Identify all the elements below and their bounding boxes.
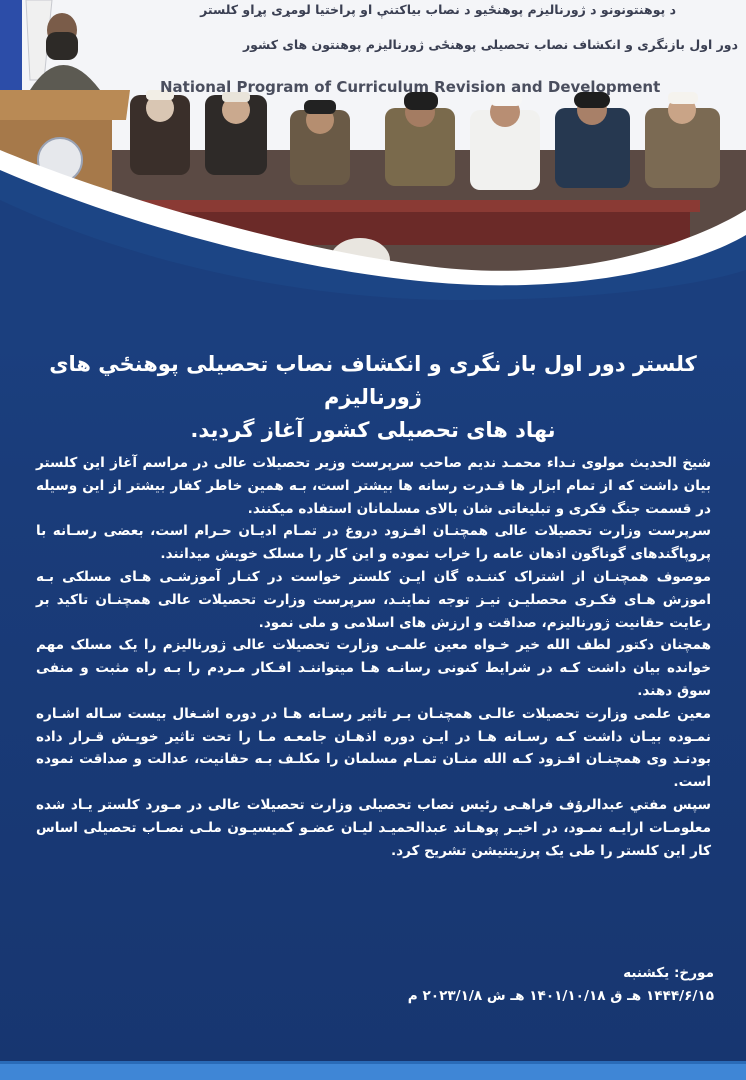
headline — [36, 348, 710, 447]
banner-line-3: National Program of Curriculum Revision and Development — [160, 78, 661, 96]
paragraph: سرپرست وزارت تحصیلات عالی همچنـان افـزود دروغ در تمـام ادیـان حـرام است، بعضی رسـانه با پروپاگندهای گوناگون اذهان عامه را خراب نموده و این کار را مسلک خویش میدانند. — [36, 523, 711, 563]
article-body — [36, 452, 711, 862]
paragraph: معین علمی وزارت تحصیلات عالـی همچنـان بـر تاثیر رسـانه هـا در دوره اشـغال بیست سـاله اشـاره نمـوده بیـان داشت کـه رسـانه هـا در ایـن دوره اذهـان جامعـه مـا را تحت تاثیر خویـش قـرار داده بودنـد وی همچنـان افـزود کـه الله منـان تمـام مسلمان را مکلـف بـه حقانیت، عدالت و صداقت نموده است. — [36, 705, 711, 791]
paragraph: شیخ الحدیث مولوی نـداء محمـد ندیم صاحب سرپرست وزیر تحصیلات عالی در مراسم آغاز این کلستر بیان داشت که از تمام ابزار ها قـدرت رسانه ها بیشتر است، بـه همین خاطر کفار بیشتر از این وسیله در قسمت جنگ فکری و تبلیغاتی شان بالای مسلمانان استفاده میکنند. — [36, 455, 711, 517]
paragraph: سپس مفتي عبدالرؤف فراهـی رئیس نصاب تحصیلی وزارت تحصیلات عالی در مـورد کلستر یـاد شده معلومـات ارایـه نمـود، در اخیـر پوهـاند عبدالحمیـد لیـان عضـو کمیسیـون ملـی نصـاب تحصیلی اساس کار این کلستر را طی یک پرزینتیشن تشریح کرد. — [36, 796, 711, 859]
footer-bar — [0, 1064, 746, 1080]
banner-line-2: دور اول بازنگری و انکشاف نصاب تحصیلی پوهنځی ژورنالیزم پوهنتون های کشور — [242, 37, 738, 52]
date-label: مورخ: یکشنبه — [623, 965, 714, 981]
headline-line-1: کلستر دور اول باز نگری و انکشاف نصاب تحصیلی پوهنځي های ژورنالیزم — [49, 352, 697, 409]
paragraph: همچنان دکتور لطف الله خیر خـواه معین علمـی وزارت تحصیلات عالی ژورنالیزم را یک مسلک مهم خوانده بیان داشت کـه در شرایط کنونی رسانـه هـا میتواننـد افـکار مـردم را بـه راه مثبت و منفی سوق دهند. — [36, 637, 711, 699]
banner-line-1: د پوهنتونونو د ژورنالیزم پوهنځیو د نصاب بیاکتنې او پراختیا لومړی پړاو کلستر — [200, 2, 676, 17]
event-photo — [0, 0, 746, 330]
date-block — [408, 962, 714, 1007]
date-value: ۱۴۴۴/۶/۱۵ هـ ق ۱۴۰۱/۱۰/۱۸ هـ ش ۲۰۲۳/۱/۸ م — [407, 987, 714, 1004]
headline-line-2: نهاد های تحصیلی کشور آغاز گردید. — [190, 418, 556, 442]
paragraph: موصوف همچنـان از اشتراک کننـده گان ایـن کلستر خواست در کنـار آموزشـی هـای مسلکی بـه اموزش هـای فکـری محصلیـن نیـز توجه نماینـد، سرپرست وزارت تحصیلات عالی همچنـان تاکید بر رعایت حقانیت ژورنالیزم، صداقت و ارزش های اسلامی و ملی نمود. — [36, 568, 711, 631]
